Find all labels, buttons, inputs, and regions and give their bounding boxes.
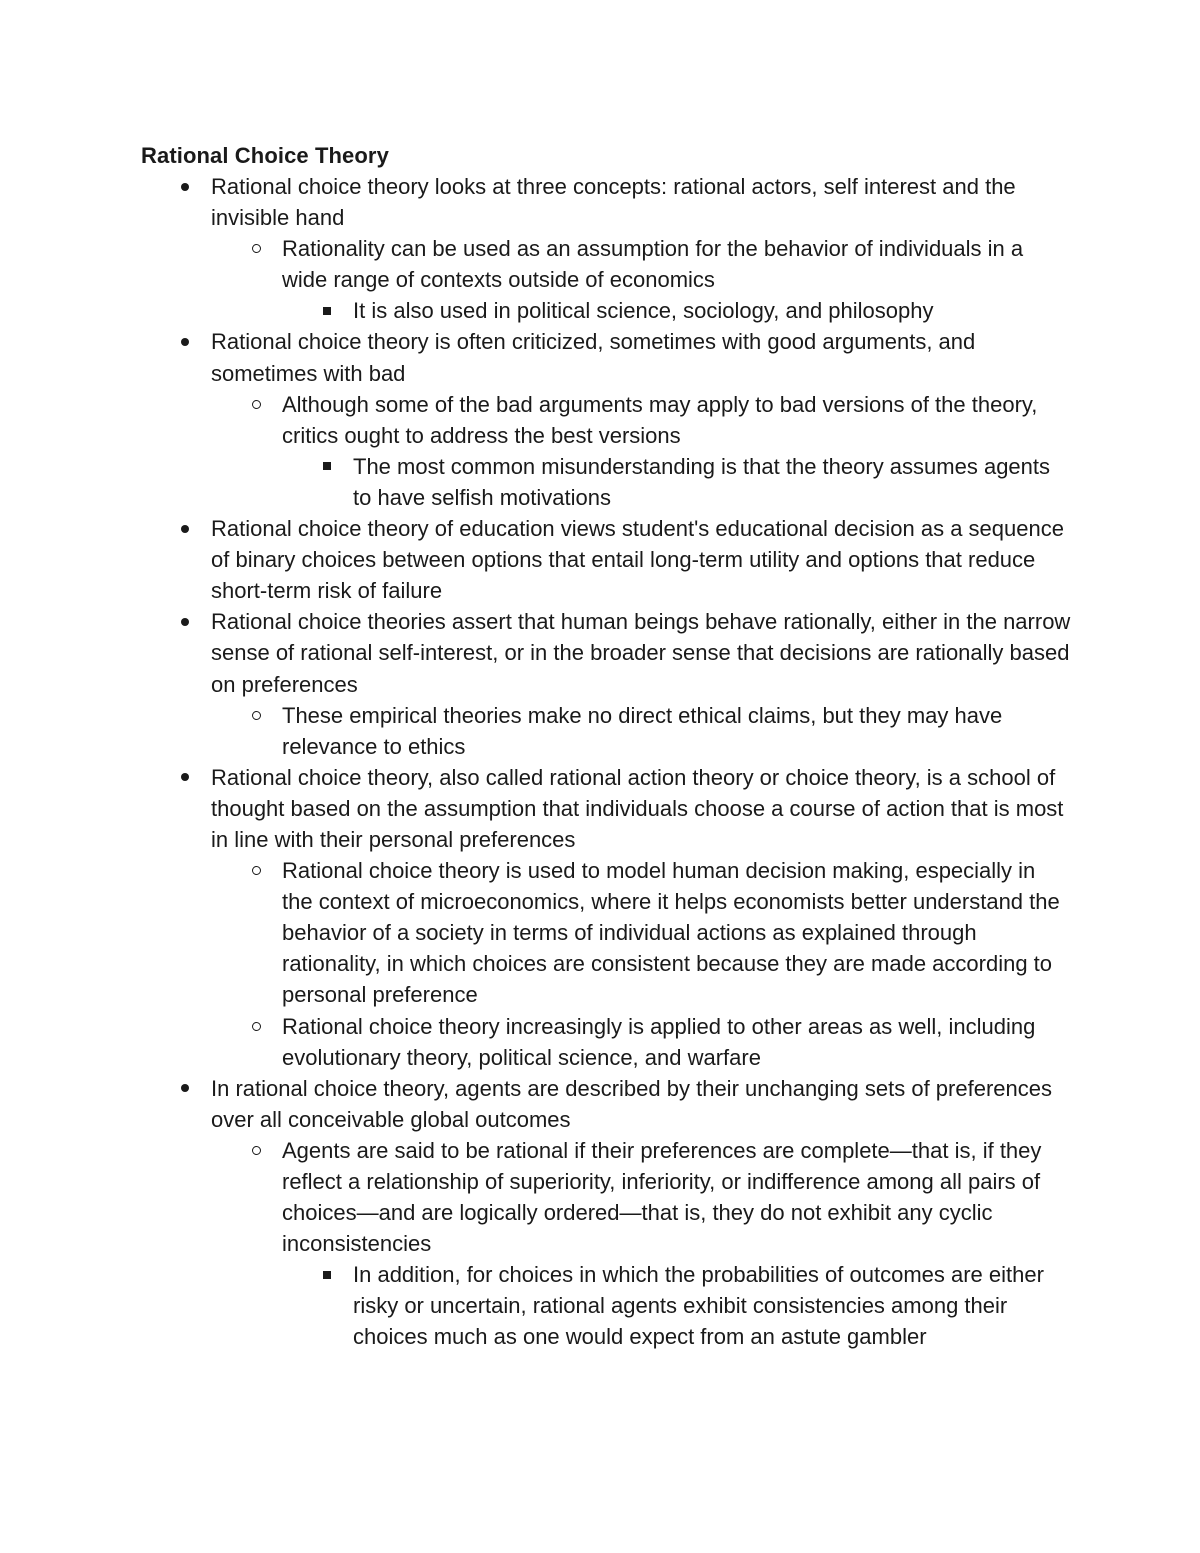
- bullet-disc-icon: [177, 1073, 193, 1104]
- list-item: [141, 513, 1071, 606]
- list-item-text: Rationality can be used as an assumption for the behavior of individuals in a wide range of contexts outside of economics: [282, 236, 1024, 293]
- list-item-text: In rational choice theory, agents are described by their unchanging sets of preferences over all conceivable global outcomes: [211, 1075, 1052, 1132]
- list-item: [141, 171, 1071, 233]
- bullet-list: [141, 171, 1071, 1353]
- list-item-text: These empirical theories make no direct ethical claims, but they may have relevance to ethics: [282, 702, 1003, 759]
- list-item-text: Rational choice theory increasingly is applied to other areas as well, including evolutionary theory, political science, and warfare: [282, 1013, 1036, 1070]
- bullet-circle-icon: [248, 855, 264, 886]
- bullet-circle-icon: [248, 1135, 264, 1166]
- list-item: [141, 1073, 1071, 1135]
- list-item: [141, 1135, 1071, 1259]
- list-item: [141, 606, 1071, 699]
- list-item: [141, 762, 1071, 855]
- list-item: [141, 389, 1071, 451]
- list-item-text: The most common misunderstanding is that the theory assumes agents to have selfish motivations: [353, 453, 1051, 510]
- bullet-circle-icon: [248, 389, 264, 420]
- bullet-circle-icon: [248, 700, 264, 731]
- list-item: [141, 295, 1071, 326]
- bullet-disc-icon: [177, 762, 193, 793]
- list-item-text: Although some of the bad arguments may apply to bad versions of the theory, critics ought to address the best versions: [282, 391, 1038, 448]
- list-item-text: Rational choice theory is used to model human decision making, especially in the context of microeconomics, where it helps economists better understand the behavior of a society in terms of individual actions as explained through rationality, in which choices are consistent because they are made according to personal preference: [282, 858, 1060, 1008]
- list-item-text: In addition, for choices in which the probabilities of outcomes are either risky or uncertain, rational agents exhibit consistencies among their choices much as one would expect from an astute gambler: [353, 1262, 1044, 1350]
- list-item: [141, 1011, 1071, 1073]
- list-item-text: Rational choice theory of education views student's educational decision as a sequence of binary choices between options that entail long-term utility and options that reduce short-term risk of failure: [211, 516, 1064, 604]
- document-title: Rational Choice Theory: [141, 143, 389, 168]
- bullet-disc-icon: [177, 326, 193, 357]
- list-item: [141, 1259, 1071, 1352]
- list-item-text: It is also used in political science, sociology, and philosophy: [353, 298, 934, 324]
- list-item: [141, 855, 1071, 1010]
- list-item-text: Rational choice theory is often criticized, sometimes with good arguments, and sometimes with bad: [211, 329, 976, 386]
- list-item-text: Rational choice theory looks at three concepts: rational actors, self interest and the invisible hand: [211, 174, 1016, 231]
- list-item: [141, 700, 1071, 762]
- bullet-disc-icon: [177, 171, 193, 202]
- bullet-square-icon: [319, 1259, 335, 1290]
- list-item-text: Rational choice theory, also called rational action theory or choice theory, is a school of thought based on the assumption that individuals choose a course of action that is most in line with their personal preferences: [211, 764, 1064, 852]
- bullet-circle-icon: [248, 233, 264, 264]
- bullet-circle-icon: [248, 1011, 264, 1042]
- list-item-text: Rational choice theories assert that human beings behave rationally, either in the narrow sense of rational self-interest, or in the broader sense that decisions are rationally based on preferences: [211, 609, 1071, 697]
- list-item-text: Agents are said to be rational if their preferences are complete—that is, if they reflect a relationship of superiority, inferiority, or indifference among all pairs of choices—and are logically ordered—that is, they do not exhibit any cyclic inconsistencies: [282, 1137, 1042, 1257]
- bullet-disc-icon: [177, 606, 193, 637]
- list-item: [141, 233, 1071, 295]
- bullet-square-icon: [319, 295, 335, 326]
- list-item: [141, 326, 1071, 388]
- list-item: [141, 451, 1071, 513]
- bullet-square-icon: [319, 451, 335, 482]
- bullet-disc-icon: [177, 513, 193, 544]
- document-page: [141, 140, 1071, 1353]
